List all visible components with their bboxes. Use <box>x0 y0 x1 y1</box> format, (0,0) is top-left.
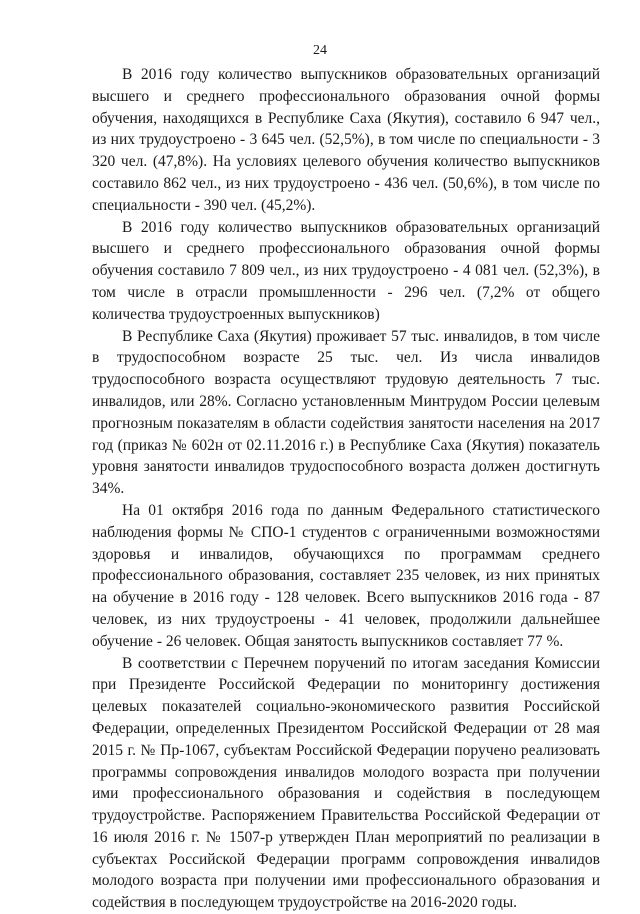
paragraph-spo-students: На 01 октября 2016 года по данным Федерального статистического наблюдения формы № СПО-1 студентов с ограниченными возможностями здоровья и инвалидов, обучающихся по программам среднего профессионального образования, составляет 235 человек, из них принятых на обучение в 2016 году - 128 человек. Всего выпускников 2016 года - 87 человек, из них трудоустроены - 41 человек, продолжили дальнейшее обучение - 26 человек. Общая занятость выпускников составляет 77 %. <box>92 501 600 650</box>
paragraph-disabled-employment: В Республике Саха (Якутия) проживает 57 тыс. инвалидов, в том числе в трудоспособном возрасте 25 тыс. чел. Из числа инвалидов трудоспособного возраста осуществляют трудовую деятельность 7 тыс. инвалидов, или 28%. Согласно установленным Минтрудом России целевым прогнозным показателям в области содействия занятости населения на 2017 год (приказ № 602н от 02.11.2016 г.) в Республике Саха (Якутия) показатель уровня занятости инвалидов трудоспособного возраста должен достигнуть 34%. <box>92 327 600 498</box>
paragraph-graduates-industry: В 2016 году количество выпускников образовательных организаций высшего и среднего профессионального образования очной формы обучения составило 7 809 чел., из них трудоустроено - 4 081 чел. (52,3%), в том числе в отрасли промышленности - 296 чел. (7,2% от общего количества трудоустроенных выпускников) <box>92 218 600 323</box>
document-body <box>92 64 600 914</box>
page-number: 24 <box>313 43 327 58</box>
paragraph-support-programs: В соответствии с Перечнем поручений по итогам заседания Комиссии при Президенте Российской Федерации по мониторингу достижения целевых показателей социально-экономического развития Российской Федерации, определенных Президентом Российской Федерации от 28 мая 2015 г. № Пр-1067, субъектам Российской Федерации поручено реализовать программы сопровождения инвалидов молодого возраста при получении ими профессионального образования и содействия в последующем трудоустройстве. Распоряжением Правительства Российской Федерации от 16 июля 2016 г. № 1507-р утвержден План мероприятий по реализации в субъектах Российской Федерации программ сопровождения инвалидов молодого возраста при получении ими профессионального образования и содействия в последующем трудоустройстве на 2016-2020 годы. <box>92 654 600 912</box>
paragraph-graduates-total: В 2016 году количество выпускников образовательных организаций высшего и среднего профессионального образования очной формы обучения, находящихся в Республике Саха (Якутия), составило 6 947 чел., из них трудоустроено - 3 645 чел. (52,5%), в том числе по специальности - 3 320 чел. (47,8%). На условиях целевого обучения количество выпускников составило 862 чел., из них трудоустроено - 436 чел. (50,6%), в том числе по специальности - 390 чел. (45,2%). <box>92 66 600 214</box>
